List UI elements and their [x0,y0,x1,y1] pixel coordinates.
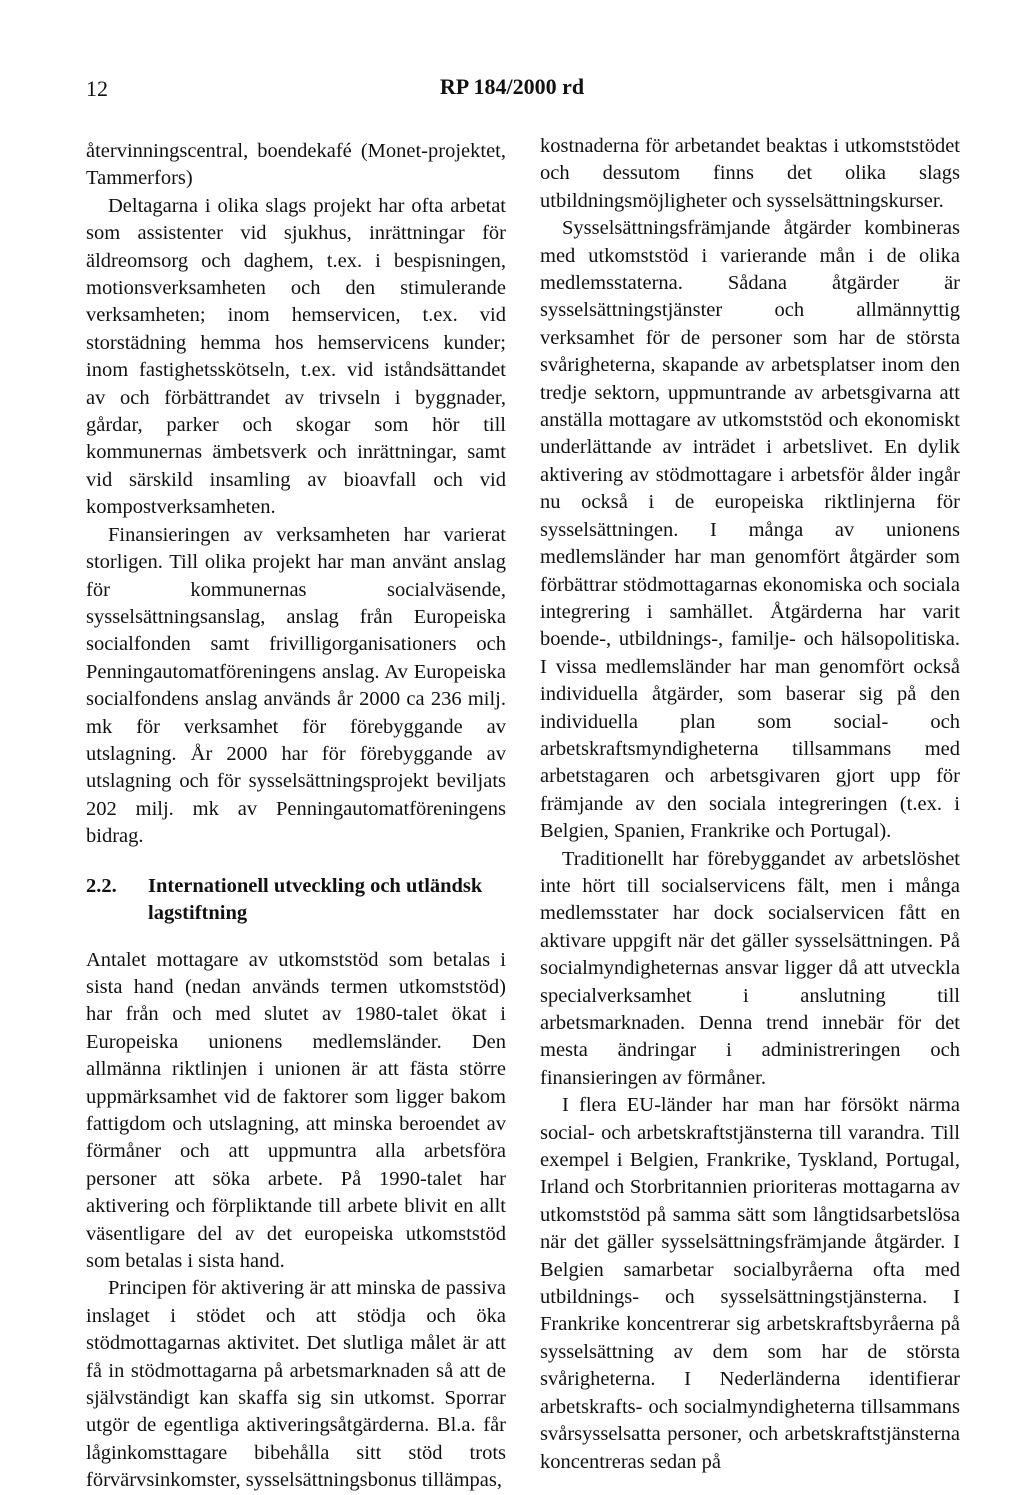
section-number: 2.2. [86,874,117,897]
page-number: 12 [86,76,108,101]
paragraph: I flera EU-länder har man har försökt närma social- och arbetskraftstjänsterna till varandra. Till exempel i Belgien, Frankrike, Tyskland, Portugal, Irland och Storbritannien prioriteras mottagarna av utkomststöd på samma sätt som långtidsarbetslösa när det gäller sysselsättningsfrämjande åtgärder. I Belgien samarbetar socialbyråerna ofta med utbildnings- och sysselsättningstjänsterna. I Frankrike koncentrerar sig arbetskraftsbyråerna på sysselsättning av dem som har de största svårigheterna. I Nederländerna identifierar arbetskrafts- och socialmyndigheterna tillsammans svårsysselsatta personer, och arbetskraftstjänsterna koncentreras sedan på [540,1094,960,1473]
paragraph: Deltagarna i olika slags projekt har ofta arbetat som assistenter vid sjukhus, inrättningar för äldreomsorg och daghem, t.ex. i bespisningen, motionsverksamheten och den stimulerande verksamheten; inom hemservicen, t.ex. vid storstädning hemma hos hemservicens kunder; inom fastighetsskötseln, t.ex. vid iståndsättandet av och förbättrandet av trivseln i byggnader, gårdar, parker och skogar som hör till kommunernas ämbetsverk och inrättningar, samt vid särskild insamling av bioavfall och vid kompostverksamheten. [86,194,506,519]
left-column [86,138,506,1495]
paragraph: Sysselsättningsfrämjande åtgärder kombineras med utkomststöd i varierande mån i de olika medlemsstaterna. Sådana åtgärder är sysselsättningstjänster och allmännyttig verksamhet för de personer som har de största svårigheterna, skapande av arbetsplatser inom den tredje sektorn, uppmuntrande av arbetsgivarna att anställa mottagare av utkomststöd och ekonomiskt underlättande av inträdet i arbetslivet. En dylik aktivering av stödmottagare i arbetsför ålder ingår nu också i de europeiska riktlinjerna för sysselsättningen. I många av unionens medlemsländer har man genomfört åtgärder som förbättrar stödmottagarnas ekonomiska och sociala integrering i samhället. Åtgärderna har varit boende-, utbildnings-, familje- och hälsopolitiska. I vissa medlemsländer har man genomfört också individuella åtgärder, som baserar sig på den individuella plan som social- och arbetskraftsmyndigheterna tillsammans med arbetstagaren och arbetsgivaren gjort upp för främjande av den sociala integreringen (t.ex. i Belgien, Spanien, Frankrike och Portugal). [540,217,960,843]
right-column [540,133,960,1476]
section-heading [86,873,506,927]
paragraph: Antalet mottagare av utkomststöd som betalas i sista hand (nedan används termen utkomststöd) har från och med slutet av 1980-talet ökat i Europeiska unionens medlemsländer. Den allmänna riktlinjen i unionen är att fästa större uppmärksamhet vid de faktorer som ligger bakom fattigdom och utslagning, att minska beroendet av förmåner och att uppmuntra alla arbetsföra personer att söka arbete. På 1990-talet har aktivering och förpliktande till arbete blivit en allt väsentligare del av det europeiska utkomststöd som betalas i sista hand. [86,948,506,1273]
running-title: RP 184/2000 rd [439,74,585,99]
paragraph: Traditionellt har förebyggandet av arbetslöshet inte hört till socialservicens fält, men i många medlemsstater har dock socialservicen fått en aktivare uppgift när det gäller sysselsättningen. På socialmyndigheternas ansvar ligger då att utveckla specialverksamhet i anslutning till arbetsmarknaden. Denna trend innebär för det mesta ändringar i administreringen och finansieringen av förmåner. [540,847,960,1089]
paragraph: Principen för aktivering är att minska de passiva inslaget i stödet och att stödja och öka stödmottagarnas aktivitet. Det slutliga målet är att få in stödmottagarna på arbetsmarknaden så att de självständigt kan skaffa sig sin utkomst. Sporrar utgör de egentliga aktiveringsåtgärderna. Bl.a. får låginkomsttagare bibehålla sitt stöd trots förvärvsinkomster, sysselsättningsbonus tillämpas, [86,1277,506,1492]
paragraph: Finansieringen av verksamheten har varierat storligen. Till olika projekt har man använt anslag för kommunernas socialväsende, sysselsättningsanslag, anslag från Europeiska socialfonden samt frivilligorganisationers och Penningautomatföreningens anslag. Av Europeiska socialfondens anslag används år 2000 ca 236 milj. mk för verksamhet för förebyggande av utslagning. År 2000 har för förebyggande av utslagning och för sysselsättningsprojekt beviljats 202 milj. mk av Penningautomatföreningens bidrag. [86,523,506,848]
section-title: Internationell utveckling och utländsk lagstiftning [148,874,483,924]
paragraph: återvinningscentral, boendekafé (Monet-projektet, Tammerfors) [86,140,506,190]
paragraph: kostnaderna för arbetandet beaktas i utkomststödet och dessutom finns det olika slags utbildningsmöjligheter och sysselsättningskurser. [540,135,960,212]
